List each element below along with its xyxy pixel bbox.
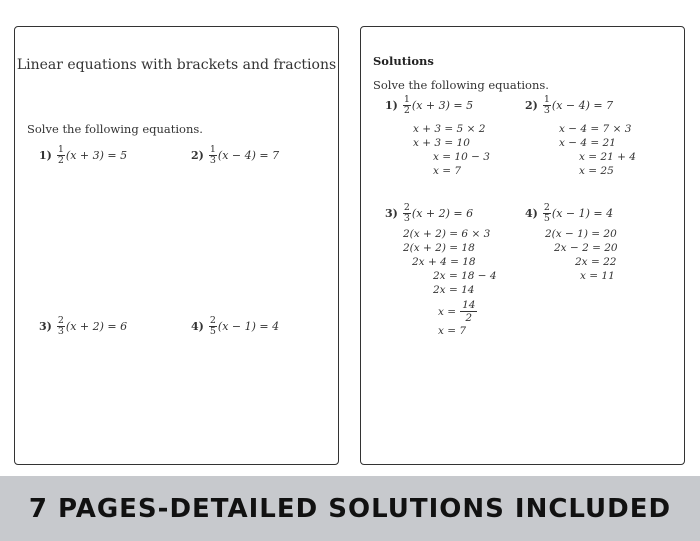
question-2 xyxy=(191,145,279,166)
solution-step: x = 7 xyxy=(433,165,462,177)
question-fraction: $\frac{2}{5}$ xyxy=(543,202,550,224)
solution-step: x = 11 xyxy=(580,270,615,282)
question-expression: (x − 1) = 4 xyxy=(551,207,614,220)
worksheet-title: Linear equations with brackets and fractions xyxy=(16,57,337,73)
question-expression: (x + 2) = 6 xyxy=(411,207,474,220)
question-number: 3) xyxy=(385,207,398,220)
solution-2-question xyxy=(525,95,613,116)
question-expression: (x − 4) = 7 xyxy=(551,99,614,112)
question-expression: (x + 3) = 5 xyxy=(411,99,474,112)
question-number: 4) xyxy=(191,320,204,333)
question-4 xyxy=(191,316,279,337)
question-expression: (x − 4) = 7 xyxy=(217,149,280,162)
solution-4-question xyxy=(525,203,613,224)
question-expression: (x − 1) = 4 xyxy=(217,320,280,333)
solution-step: x − 4 = 7 × 3 xyxy=(559,123,632,135)
solution-step: 2(x + 2) = 18 xyxy=(403,242,475,254)
question-number: 2) xyxy=(191,149,204,162)
question-fraction: $\frac{2}{5}$ xyxy=(209,315,216,337)
solution-3-steps xyxy=(403,227,503,338)
question-number: 1) xyxy=(385,99,398,112)
solution-3-question xyxy=(385,203,473,224)
solution-step: x = 25 xyxy=(579,165,614,177)
question-fraction: $\frac{2}{3}$ xyxy=(403,202,410,224)
solution-step: 2x = 22 xyxy=(575,256,617,268)
question-number: 3) xyxy=(39,320,52,333)
question-fraction: $\frac{1}{2}$ xyxy=(403,94,410,116)
solutions-heading: Solutions xyxy=(373,54,434,68)
solution-final: x = 7 xyxy=(438,325,467,337)
solution-1-steps xyxy=(413,122,491,178)
question-expression: (x + 2) = 6 xyxy=(65,320,128,333)
solution-step: x + 3 = 5 × 2 xyxy=(413,123,486,135)
solution-2-steps xyxy=(559,122,649,178)
question-fraction: $\frac{1}{3}$ xyxy=(543,94,550,116)
solution-step: 2x = 14 xyxy=(433,284,475,296)
worksheet-page xyxy=(14,26,339,465)
solution-step: x + 3 = 10 xyxy=(413,137,470,149)
question-fraction: $\frac{2}{3}$ xyxy=(57,315,64,337)
question-number: 1) xyxy=(39,149,52,162)
solution-step: 2x − 2 = 20 xyxy=(554,242,618,254)
solution-fraction-step: x = $\frac{14}{2}$ xyxy=(438,299,476,324)
question-number: 2) xyxy=(525,99,538,112)
step-fraction: $\frac{14}{2}$ xyxy=(462,299,476,324)
solution-step: 2x + 4 = 18 xyxy=(412,256,476,268)
solutions-instructions: Solve the following equations. xyxy=(373,78,549,92)
solution-step: x = 10 − 3 xyxy=(433,151,490,163)
question-3 xyxy=(39,316,127,337)
solution-step: 2x = 18 − 4 xyxy=(433,270,497,282)
solution-4-steps xyxy=(545,227,645,283)
question-expression: (x + 3) = 5 xyxy=(65,149,128,162)
question-fraction: $\frac{1}{3}$ xyxy=(209,144,216,166)
solution-step: x − 4 = 21 xyxy=(559,137,616,149)
promo-banner: 7 PAGES-DETAILED SOLUTIONS INCLUDED xyxy=(0,476,700,541)
question-1 xyxy=(39,145,127,166)
solution-step: 2(x + 2) = 6 × 3 xyxy=(403,228,491,240)
solution-step: 2(x − 1) = 20 xyxy=(545,228,617,240)
solution-step: x = 21 + 4 xyxy=(579,151,636,163)
solutions-page xyxy=(360,26,685,465)
question-number: 4) xyxy=(525,207,538,220)
worksheet-instructions: Solve the following equations. xyxy=(27,122,203,136)
solution-1-question xyxy=(385,95,473,116)
question-fraction: $\frac{1}{2}$ xyxy=(57,144,64,166)
